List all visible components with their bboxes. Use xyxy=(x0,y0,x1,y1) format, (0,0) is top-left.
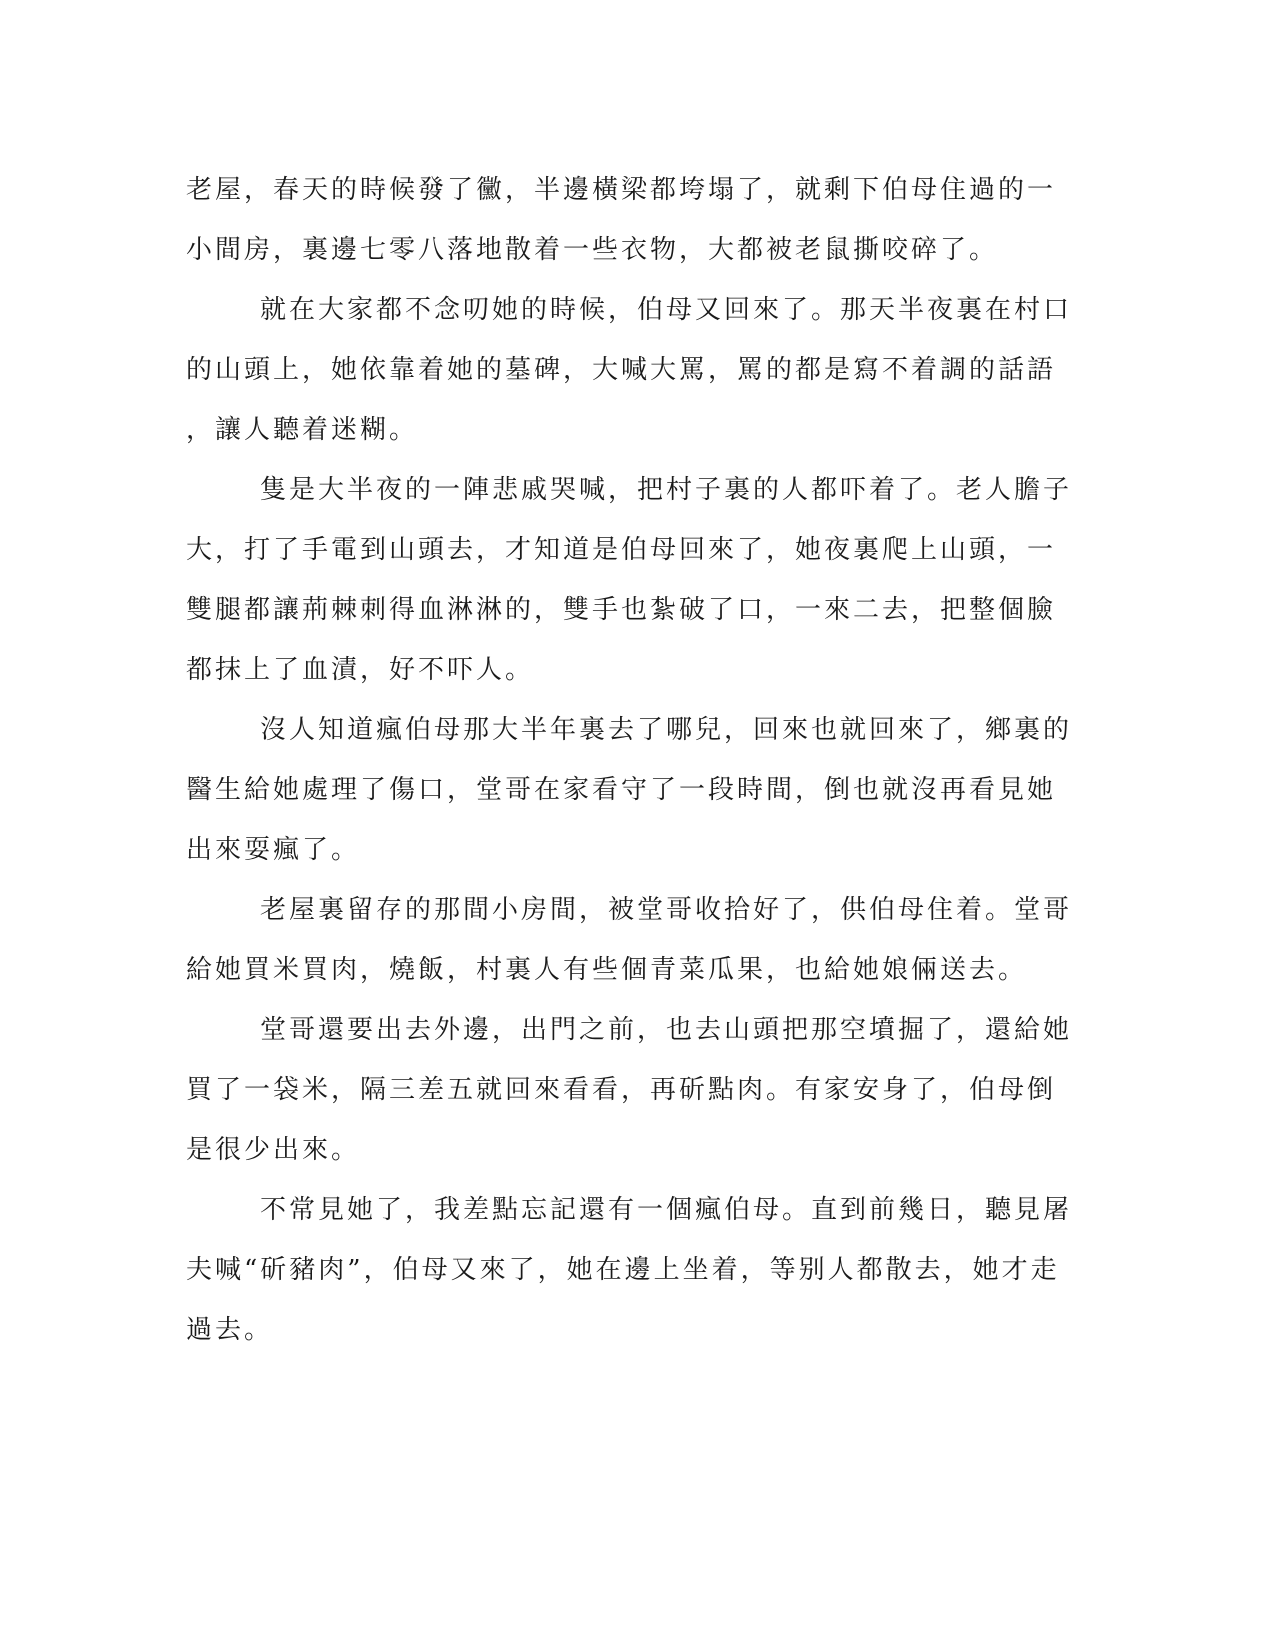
text-line: 老屋，春天的時候發了黴，半邊橫梁都垮塌了，就剩下伯母住過的一 xyxy=(186,175,1057,205)
text-line: 老屋裏留存的那間小房間，被堂哥收拾好了，供伯母住着。堂哥 xyxy=(260,895,1073,925)
text-line: 隻是大半夜的一陣悲戚哭喊，把村子裏的人都吓着了。老人膽子 xyxy=(260,475,1073,505)
text-line: 堂哥還要出去外邊，出門之前，也去山頭把那空墳掘了，還給她 xyxy=(260,1015,1073,1045)
paragraph-5 xyxy=(186,880,1086,1000)
text-line: 給她買米買肉，燒飯，村裏人有些個青菜瓜果，也給她娘倆送去。 xyxy=(186,955,1028,985)
text-line: 就在大家都不念叨她的時候，伯母又回來了。那天半夜裏在村口 xyxy=(260,295,1073,325)
document-body xyxy=(186,160,1086,1360)
text-line: 雙腿都讓荊棘刺得血淋淋的，雙手也紮破了口，一來二去，把整個臉 xyxy=(186,595,1057,625)
paragraph-7 xyxy=(186,1180,1086,1360)
paragraph-2 xyxy=(186,280,1086,460)
paragraph-6 xyxy=(186,1000,1086,1180)
text-line: 的山頭上，她依靠着她的墓碑，大喊大罵，罵的都是寫不着調的話語 xyxy=(186,355,1057,385)
text-line: ，讓人聽着迷糊。 xyxy=(186,415,419,445)
text-line: 過去。 xyxy=(186,1315,274,1345)
text-line: 小間房，裏邊七零八落地散着一些衣物，大都被老鼠撕咬碎了。 xyxy=(186,235,999,265)
text-line: 沒人知道瘋伯母那大半年裏去了哪兒，回來也就回來了，鄉裏的 xyxy=(260,715,1073,745)
text-line: 都抹上了血漬，好不吓人。 xyxy=(186,655,535,685)
text-line: 夫喊“斫豬肉”，伯母又來了，她在邊上坐着，等别人都散去，她才走 xyxy=(186,1255,1060,1285)
text-line: 是很少出來。 xyxy=(186,1135,361,1165)
paragraph-1 xyxy=(186,160,1086,280)
text-line: 出來耍瘋了。 xyxy=(186,835,361,865)
text-line: 大，打了手電到山頭去，才知道是伯母回來了，她夜裏爬上山頭，一 xyxy=(186,535,1057,565)
paragraph-3 xyxy=(186,460,1086,700)
text-line: 醫生給她處理了傷口，堂哥在家看守了一段時間，倒也就沒再看見她 xyxy=(186,775,1057,805)
text-line: 不常見她了，我差點忘記還有一個瘋伯母。直到前幾日，聽見屠 xyxy=(260,1195,1073,1225)
paragraph-4 xyxy=(186,700,1086,880)
text-line: 買了一袋米，隔三差五就回來看看，再斫點肉。有家安身了，伯母倒 xyxy=(186,1075,1057,1105)
